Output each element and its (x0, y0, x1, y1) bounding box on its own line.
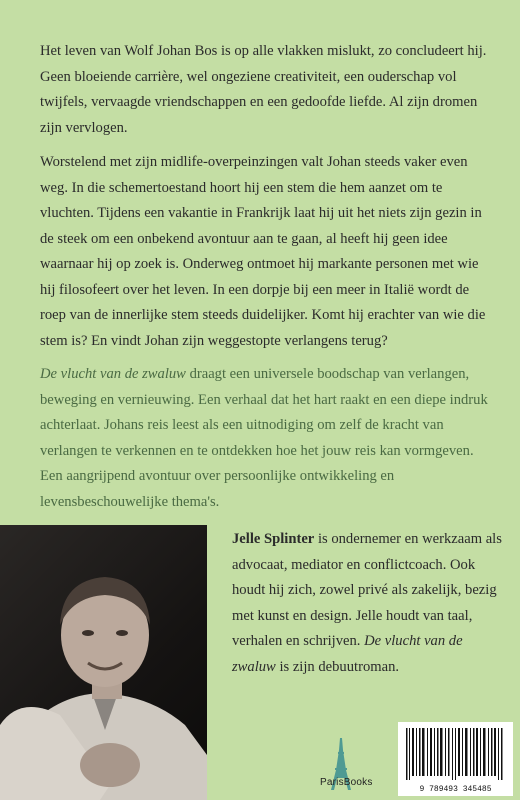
publisher-logo-text: ParisBooks (320, 777, 373, 788)
author-portrait-image (0, 525, 207, 800)
author-bio-book-title: De vlucht van de zwaluw (232, 633, 463, 675)
blurb-paragraph-3 (40, 362, 490, 515)
blurb-paragraph-3-text: draagt een universele boodschap van verlangen, beweging en vernieuwing. Een verhaal dat het hart raakt en een diepe indruk achterlaat. Johans reis leest als een uitnodiging om zelf de kracht van verlangen te verkennen en te ontdekken hoe het jouw reis kan vormgeven. Een aangrijpend avontuur over persoonlijke ontwikkeling en levensbeschouwelijke thema's. (40, 366, 488, 510)
author-bio-text-1: is ondernemer en werkzaam als advocaat, mediator en conflictcoach. Ook houdt hij zich, zowel privé als zakelijk, bezig met kunst en design. Jelle houdt van taal, verhalen en schrijven. (232, 531, 502, 649)
author-name: Jelle Splinter (232, 531, 315, 547)
barcode-icon (398, 722, 513, 784)
author-photo (0, 525, 207, 800)
blurb-paragraph-1: Het leven van Wolf Johan Bos is op alle vlakken mislukt, zo concludeert hij. Geen bloeiende carrière, wel ongeziene creativiteit, een ouderschap vol twijfels, vervaagde vriendschappen en een gedoofde liefde. Al zijn dromen zijn vervlogen. (40, 43, 487, 136)
eiffel-tower-icon (318, 730, 378, 800)
isbn-number: 9 789493 345485 (419, 785, 492, 794)
isbn-barcode (398, 722, 513, 796)
blurb-paragraph-2: Worstelend met zijn midlife-overpeinzingen valt Johan steeds vaker even weg. In die schemertoestand hoort hij een stem die hem aanzet om te vluchten. Tijdens een vakantie in Frankrijk laat hij uit het niets zijn gezin in de steek om een onbekend avontuur aan te gaan, al heeft hij geen idee waarnaar hij op zoek is. Onderweg ontmoet hij markante personen met wie hij filosofeert over het leven. In een dorpje bij een meer in Italië wordt de roep van de innerlijke stem steeds duidelijker. Komt hij erachter van wie die stem is? En vindt Johan zijn weggestopte verlangens terug? (40, 154, 486, 349)
author-bio-text-2: is zijn debuutroman. (275, 658, 400, 675)
author-bio (232, 527, 502, 680)
book-title-italic: De vlucht van de zwaluw (40, 366, 186, 382)
